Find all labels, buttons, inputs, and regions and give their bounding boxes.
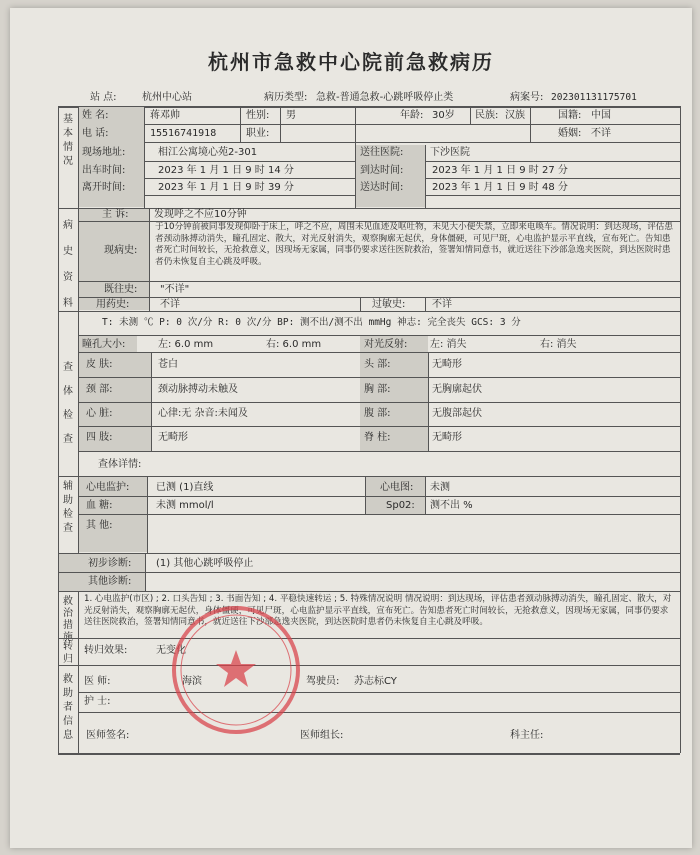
destination-label: 送往医院: — [360, 147, 404, 158]
spine-value: 无畸形 — [432, 432, 462, 443]
destination-value: 下沙医院 — [430, 147, 470, 158]
marital-value: 不详 — [591, 128, 611, 139]
transfer-effect-label: 转归效果: — [84, 645, 128, 656]
other-diagnosis-label: 其他诊断: — [88, 576, 132, 587]
leave-time-label: 离开时间: — [82, 182, 126, 193]
present-history-label: 现病史: — [104, 245, 138, 256]
arrive-time-value: 2023 年 1 月 1 日 9 时 27 分 — [432, 165, 568, 176]
section-measures: 救治措施 — [63, 596, 73, 643]
case-number-value: 20230113117570​1 — [551, 92, 637, 103]
section-aux: 辅助检查 — [63, 481, 73, 534]
light-reflex-right: 右: 消失 — [540, 339, 577, 350]
record-title: 杭州市急救中心院前急救病历 — [208, 50, 494, 74]
sex-label: 性别: — [246, 110, 270, 121]
spine-label: 脊 柱: — [364, 432, 391, 443]
marital-label: 婚姻: — [558, 128, 582, 139]
chest-label: 胸 部: — [364, 384, 391, 395]
aux-other-label: 其 他: — [86, 520, 113, 531]
section-exam: 查体检查 — [63, 362, 73, 445]
section-basic: 基本情况 — [63, 114, 73, 167]
complaint-value: 发现呼之不应10分钟 — [154, 209, 247, 220]
driver-label: 驾驶员: — [306, 676, 340, 687]
spo2-label: Sp02: — [386, 500, 415, 511]
section-history: 病史资料 — [63, 220, 73, 309]
nationality-label: 国籍: — [558, 110, 582, 121]
record-type-value: 急救-普通急救-心跳呼吸停止类 — [316, 92, 454, 103]
past-history-value: "不详" — [160, 284, 190, 295]
leave-time-value: 2023 年 1 月 1 日 9 时 39 分 — [158, 182, 294, 193]
heart-label: 心 脏: — [86, 408, 113, 419]
treatment-measures-text: 1. 心电监护(市区) ; 2. 口头告知 ; 3. 书面告知 ; 4. 平稳快速转运 ; 5. 特殊情况说明 情况说明：到达现场，评估患者颈动脉搏动消失，瞳孔固定、散大，对光反射消失，观察胸廓无起伏，身体僵硬，可见尸斑，心电监护显示平直线，宣布死亡。告知患者死亡时间较长，无抢救意义，因现场无家属，同事仍要求送往医院救治，签署知情同意书，就近送往下沙部急逸夹医院，到达医院时患者仍未恢复自主心跳及呼吸。 — [84, 594, 672, 628]
glucose-value: 未测 mmol/l — [156, 500, 214, 511]
skin-label: 皮 肤: — [86, 359, 113, 370]
sex-value: 男 — [286, 110, 296, 121]
section-transfer: 转归 — [63, 641, 73, 665]
neck-value: 颈动脉搏动未触及 — [158, 384, 238, 395]
head-label: 头 部: — [364, 359, 391, 370]
ecg-value: 未测 — [430, 482, 450, 493]
limbs-value: 无畸形 — [158, 432, 188, 443]
age-label: 年龄: — [400, 110, 424, 121]
name-value: 蒋邓帅 — [150, 110, 180, 121]
head-value: 无畸形 — [432, 359, 462, 370]
station-value: 杭州中心站 — [142, 92, 192, 103]
medical-record-sheet — [10, 8, 692, 848]
light-reflex-label: 对光反射: — [364, 339, 408, 350]
deliver-time-label: 送达时间: — [360, 182, 404, 193]
nurse-label: 护 士: — [84, 696, 111, 707]
light-reflex-left: 左: 消失 — [430, 339, 467, 350]
record-type-label: 病历类型: — [264, 92, 308, 103]
allergy-history-value: 不详 — [432, 299, 452, 310]
present-history-text: 于10分钟前被同事发现仰卧于床上，呼之不应，周围未见血迹及呕吐物，未见大小便失禁，立即来电唤车。情况说明：到达现场，评估患者颈动脉搏动消失，瞳孔固定、散大，对光反射消失，观察胸廓无起伏，身体僵硬，可见尸斑，心电监护显示平直线，宣布死亡。告知患者死亡时间较长，无抢救意义，因现场无家属，同事仍要求送往医院救治，签署知情同意书，就近送往下沙部急逸夹医院，到达医院时患者仍未恢复自主心跳及呼吸。 — [155, 222, 673, 267]
pupil-right: 右: 6.0 mm — [266, 339, 322, 350]
driver-value: 苏志标CY — [354, 676, 397, 687]
doctor-value: 海滨 — [182, 676, 202, 687]
site-address-label: 现场地址: — [82, 147, 126, 158]
doctor-signature-label: 医师签名: — [86, 730, 130, 741]
complaint-label: 主 诉: — [102, 209, 129, 220]
name-label: 姓 名: — [82, 110, 109, 121]
official-red-stamp — [160, 604, 310, 734]
station-label: 站 点: — [90, 92, 117, 103]
vital-signs: T: 未测 ℃ P: 0 次/分 R: 0 次/分 BP: 测不出/测不出 mmHg 神志: 完全丧失 GCS: 3 分 — [102, 317, 521, 328]
limbs-label: 四 肢: — [86, 432, 113, 443]
drug-history-value: 不详 — [160, 299, 180, 310]
heart-value: 心律:无 杂音:未闻及 — [158, 408, 248, 419]
deliver-time-value: 2023 年 1 月 1 日 9 时 48 分 — [432, 182, 568, 193]
ethnic-label: 民族: — [475, 110, 499, 121]
initial-diagnosis-label: 初步诊断: — [88, 558, 132, 569]
spo2-value: 测不出 % — [430, 500, 473, 511]
initial-diagnosis-value: (1) 其他心跳呼吸停止 — [156, 558, 254, 569]
allergy-history-label: 过敏史: — [372, 299, 406, 310]
phone-label: 电 话: — [82, 128, 109, 139]
abdomen-label: 腹 部: — [364, 408, 391, 419]
pupil-size-label: 瞳孔大小: — [82, 339, 126, 350]
team-leader-signature-label: 医师组长: — [300, 730, 344, 741]
phone-value: 15516741918 — [150, 128, 217, 139]
past-history-label: 既往史: — [104, 284, 138, 295]
site-address-value: 相江公寓境心苑2-301 — [158, 147, 258, 158]
pupil-left: 左: 6.0 mm — [158, 339, 214, 350]
arrive-time-label: 到达时间: — [360, 165, 404, 176]
ethnic-value: 汉族 — [505, 110, 525, 121]
age-value: 30岁 — [432, 110, 455, 121]
case-number-label: 病案号: — [510, 92, 544, 103]
skin-value: 苍白 — [158, 359, 178, 370]
depart-time-label: 出车时间: — [82, 165, 126, 176]
occupation-label: 职业: — [246, 128, 270, 139]
ecg-monitor-value: 已测 (1)直线 — [156, 482, 214, 493]
chest-value: 无胸廓起伏 — [432, 384, 482, 395]
ecg-label: 心电图: — [380, 482, 414, 493]
section-rescuers: 救助者信息 — [63, 674, 73, 741]
ecg-monitor-label: 心电监护: — [86, 482, 130, 493]
exam-detail-label: 查体详情: — [98, 459, 142, 470]
neck-label: 颈 部: — [86, 384, 113, 395]
glucose-label: 血 糖: — [86, 500, 113, 511]
depart-time-value: 2023 年 1 月 1 日 9 时 14 分 — [158, 165, 294, 176]
doctor-label: 医 师: — [84, 676, 111, 687]
transfer-effect-value: 无变化 — [156, 645, 186, 656]
drug-history-label: 用药史: — [96, 299, 130, 310]
nationality-value: 中国 — [591, 110, 611, 121]
director-signature-label: 科主任: — [510, 730, 544, 741]
abdomen-value: 无腹部起伏 — [432, 408, 482, 419]
